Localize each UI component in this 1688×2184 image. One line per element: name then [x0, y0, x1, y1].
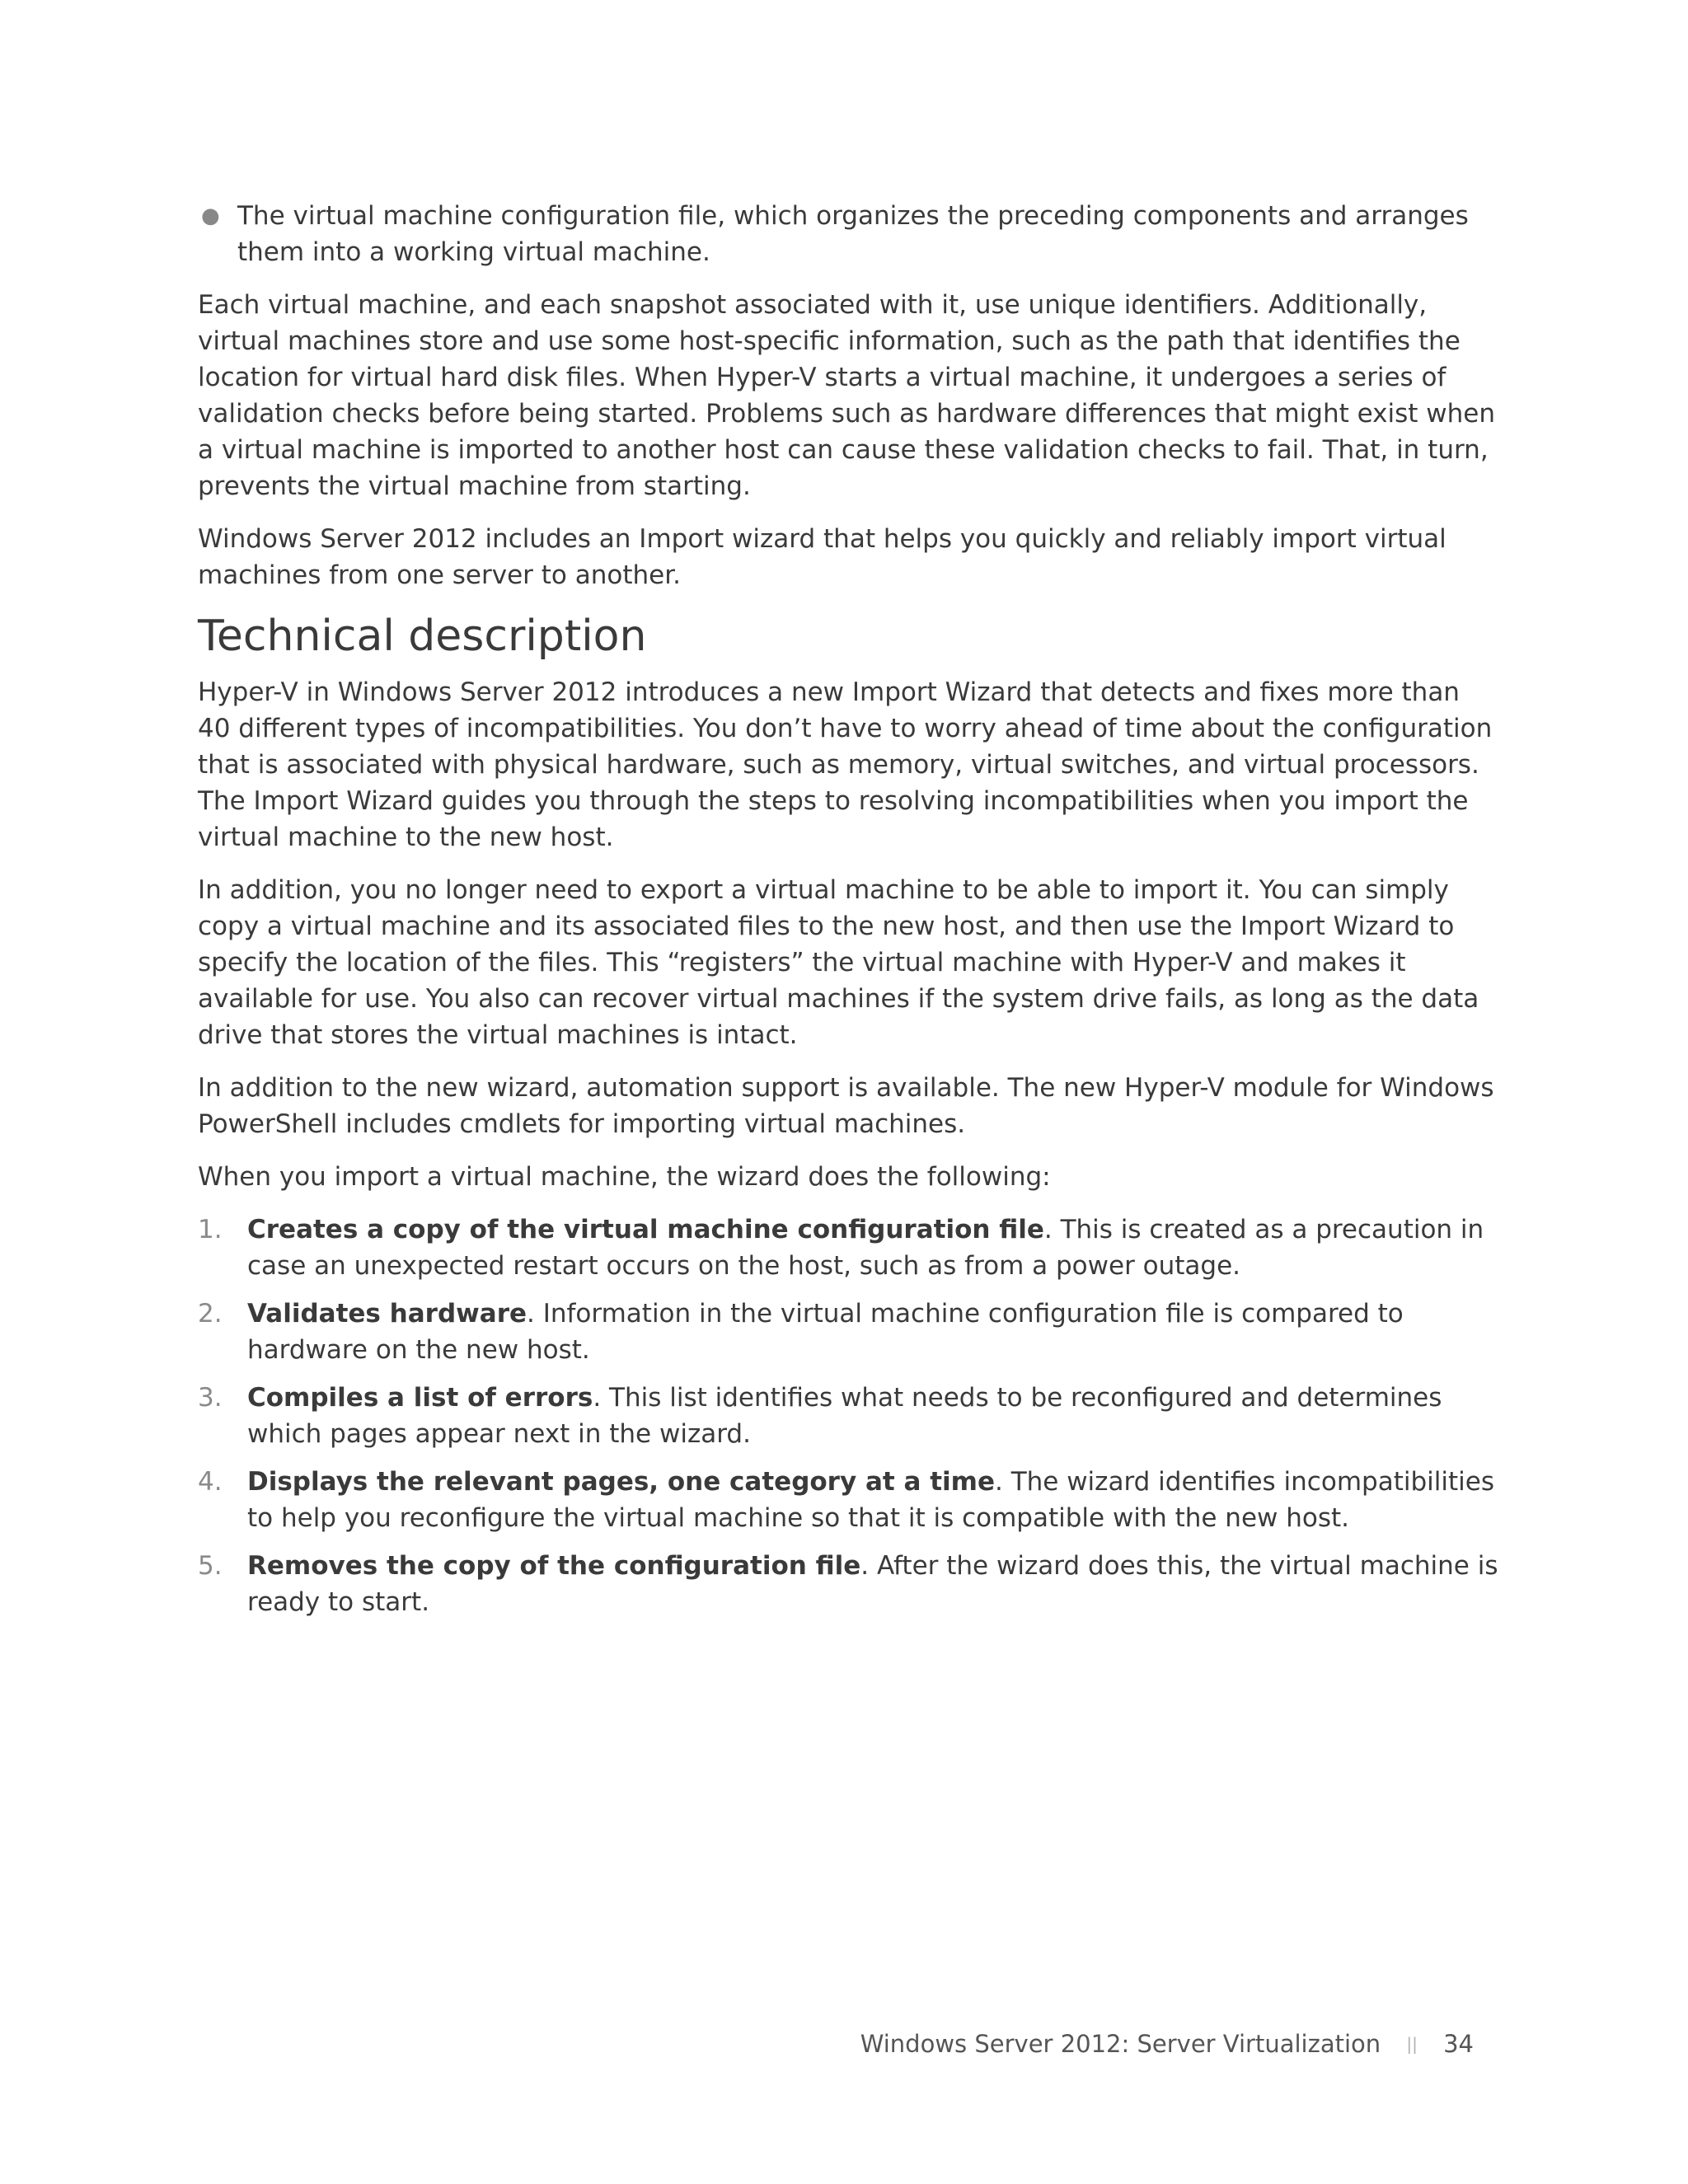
bullet-list	[198, 198, 1500, 270]
step-text: . This list identifies what needs to be reconfigured and determines which pages appear next in the wizard.	[247, 1383, 1442, 1449]
footer-title: Windows Server 2012: Server Virtualization	[860, 2030, 1381, 2058]
step-title: Creates a copy of the virtual machine configuration file	[247, 1215, 1044, 1244]
step-number: 5.	[198, 1551, 223, 1581]
step-item	[198, 1212, 1500, 1284]
step-item	[198, 1464, 1500, 1536]
paragraph-technical-3: In addition to the new wizard, automation support is available. The new Hyper-V module for Windows PowerShell includes cmdlets for importing virtual machines.	[198, 1073, 1494, 1139]
step-item	[198, 1296, 1500, 1368]
paragraph-technical-4: When you import a virtual machine, the wizard does the following:	[198, 1162, 1051, 1192]
step-title: Compiles a list of errors	[247, 1383, 593, 1413]
step-number: 4.	[198, 1467, 223, 1497]
step-text: . This is created as a precaution in case an unexpected restart occurs on the host, such as from a power outage.	[247, 1215, 1484, 1281]
step-number: 1.	[198, 1215, 223, 1244]
paragraph-technical-1: Hyper-V in Windows Server 2012 introduces a new Import Wizard that detects and fixes more than 40 different types of incompatibilities. You don’t have to worry ahead of time about the configuration that is associated with physical hardware, such as memory, virtual switches, and virtual processors. The Import Wizard guides you through the steps to resolving incompatibilities when you import the virtual machine to the new host.	[198, 677, 1493, 852]
bullet-item	[198, 198, 1500, 270]
step-number: 2.	[198, 1299, 223, 1329]
step-title: Removes the copy of the configuration file	[247, 1551, 861, 1581]
step-item	[198, 1380, 1500, 1452]
step-item	[198, 1548, 1500, 1620]
bullet-dot-icon: ●	[201, 204, 220, 228]
step-title: Displays the relevant pages, one category at a time	[247, 1467, 995, 1497]
page-content	[198, 198, 1500, 1632]
page-number: 34	[1443, 2030, 1474, 2058]
step-text: . The wizard identifies incompatibilities to help you reconfigure the virtual machine so that it is compatible with the new host.	[247, 1467, 1494, 1533]
step-text: . Information in the virtual machine configuration file is compared to hardware on the new host.	[247, 1299, 1404, 1365]
bullet-text: The virtual machine configuration file, which organizes the preceding components and arranges them into a working virtual machine.	[237, 201, 1469, 267]
paragraph-identifiers: Each virtual machine, and each snapshot associated with it, use unique identifiers. Additionally, virtual machines store and use some host-specific information, such as the path that identifies the location for virtual hard disk files. When Hyper-V starts a virtual machine, it undergoes a series of validation checks before being started. Problems such as hardware differences that might exist when a virtual machine is imported to another host can cause these validation checks to fail. That, in turn, prevents the virtual machine from starting.	[198, 290, 1495, 501]
step-text: . After the wizard does this, the virtual machine is ready to start.	[247, 1551, 1498, 1617]
page-footer	[860, 2027, 1474, 2060]
footer-separator-icon: ||	[1406, 2034, 1418, 2054]
steps-list	[198, 1212, 1500, 1620]
paragraph-import-wizard-intro: Windows Server 2012 includes an Import wizard that helps you quickly and reliably import virtual machines from one server to another.	[198, 524, 1447, 590]
step-title: Validates hardware	[247, 1299, 528, 1329]
step-number: 3.	[198, 1383, 223, 1413]
paragraph-technical-2: In addition, you no longer need to export a virtual machine to be able to import it. You can simply copy a virtual machine and its associated files to the new host, and then use the Import Wizard to specify the location of the files. This “registers” the virtual machine with Hyper-V and makes it available for use. You also can recover virtual machines if the system drive fails, as long as the data drive that stores the virtual machines is intact.	[198, 875, 1479, 1050]
section-heading: Technical description	[198, 612, 647, 661]
